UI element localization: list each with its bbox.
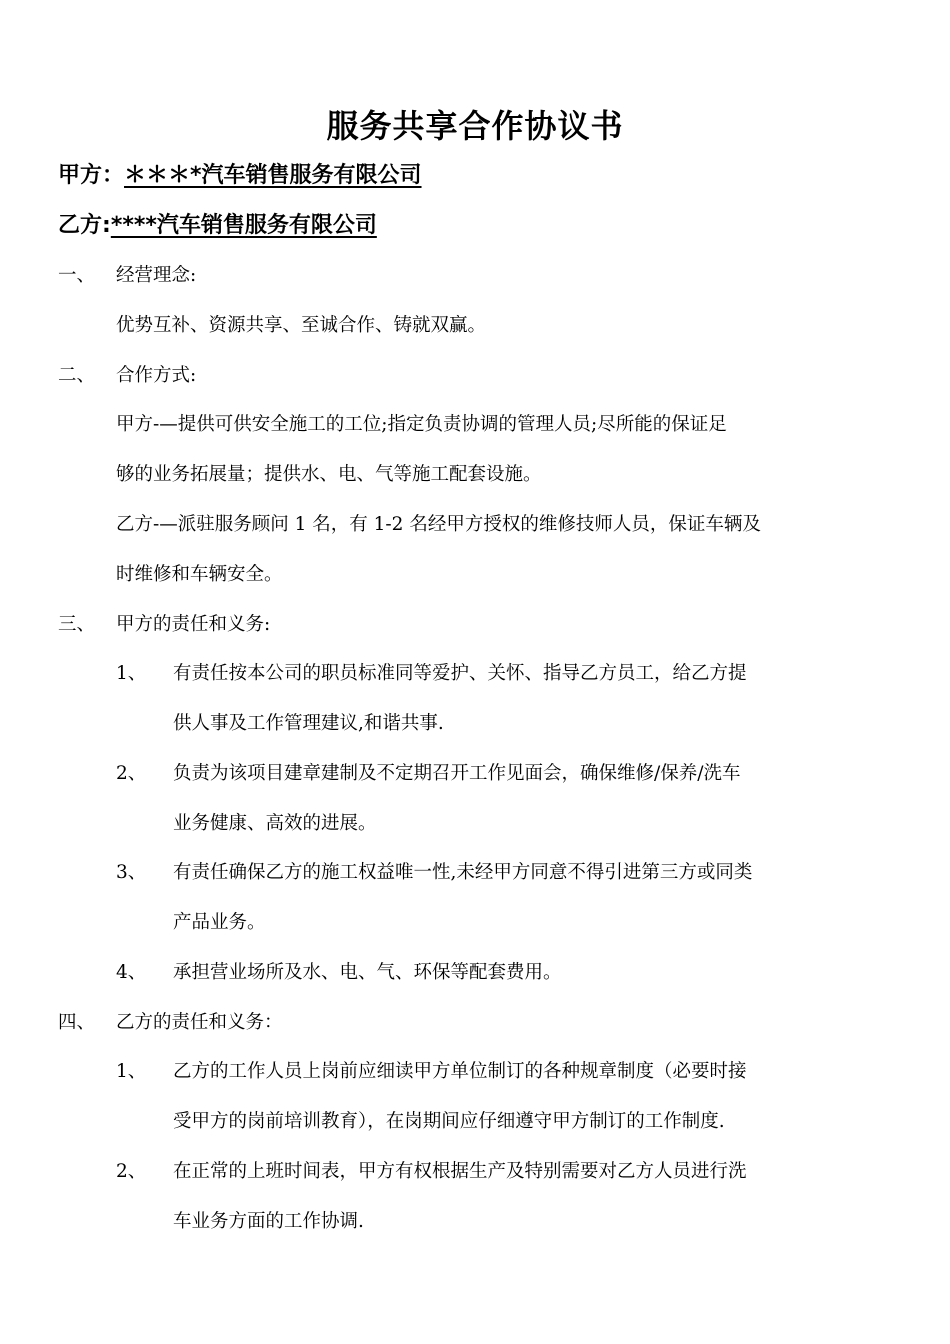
party-a-line — [58, 161, 422, 191]
item-line: 乙方的工作人员上岗前应细读甲方单位制订的各种规章制度（必要时接 — [173, 1061, 747, 1082]
party-a-label: 甲方： — [58, 163, 125, 188]
party-b-name: ****汽车销售服务有限公司 — [110, 213, 377, 238]
item-line: 车业务方面的工作协调. — [173, 1211, 364, 1232]
paragraph-line: 优势互补、资源共享、至诚合作、铸就双赢。 — [116, 315, 487, 336]
section-heading: 经营理念: — [116, 265, 197, 286]
section-heading: 合作方式: — [116, 365, 197, 386]
party-b-label: 乙方: — [58, 213, 111, 238]
item-number: 1、 — [116, 1061, 147, 1082]
item-number: 2、 — [116, 1161, 147, 1182]
item-line: 在正常的上班时间表，甲方有权根据生产及特别需要对乙方人员进行洗 — [173, 1161, 747, 1182]
section-heading: 甲方的责任和义务: — [116, 614, 271, 635]
item-line: 产品业务。 — [173, 912, 266, 933]
item-number: 3、 — [116, 862, 147, 883]
party-b-line — [58, 211, 377, 241]
section-number: 二、 — [58, 365, 96, 386]
document-title: 服务共享合作协议书 — [326, 107, 624, 145]
item-number: 4、 — [116, 962, 147, 983]
section-number: 三、 — [58, 614, 96, 635]
section-number: 四、 — [58, 1012, 96, 1033]
paragraph-line: 乙方-—派驻服务顾问 1 名，有 1-2 名经甲方授权的维修技师人员，保证车辆及 — [116, 514, 761, 535]
section-heading: 乙方的责任和义务： — [116, 1012, 283, 1033]
paragraph-line: 够的业务拓展量；提供水、电、气等施工配套设施。 — [116, 464, 542, 485]
paragraph-line: 甲方-—提供可供安全施工的工位;指定负责协调的管理人员;尽所能的保证足 — [116, 414, 727, 435]
item-line: 有责任确保乙方的施工权益唯一性,未经甲方同意不得引进第三方或同类 — [173, 862, 753, 883]
section-number: 一、 — [58, 265, 96, 286]
item-line: 业务健康、高效的进展。 — [173, 813, 377, 834]
item-line: 供人事及工作管理建议,和谐共事. — [173, 713, 444, 734]
item-number: 1、 — [116, 663, 147, 684]
item-line: 受甲方的岗前培训教育），在岗期间应仔细遵守甲方制订的工作制度. — [173, 1111, 725, 1132]
item-line: 承担营业场所及水、电、气、环保等配套费用。 — [173, 962, 562, 983]
item-line: 有责任按本公司的职员标准同等爱护、关怀、指导乙方员工，给乙方提 — [173, 663, 747, 684]
item-number: 2、 — [116, 763, 147, 784]
item-line: 负责为该项目建章建制及不定期召开工作见面会，确保维修/保养/洗车 — [173, 763, 741, 784]
party-a-name: ＊＊＊*汽车销售服务有限公司 — [124, 163, 422, 188]
paragraph-line: 时维修和车辆安全。 — [116, 564, 283, 585]
